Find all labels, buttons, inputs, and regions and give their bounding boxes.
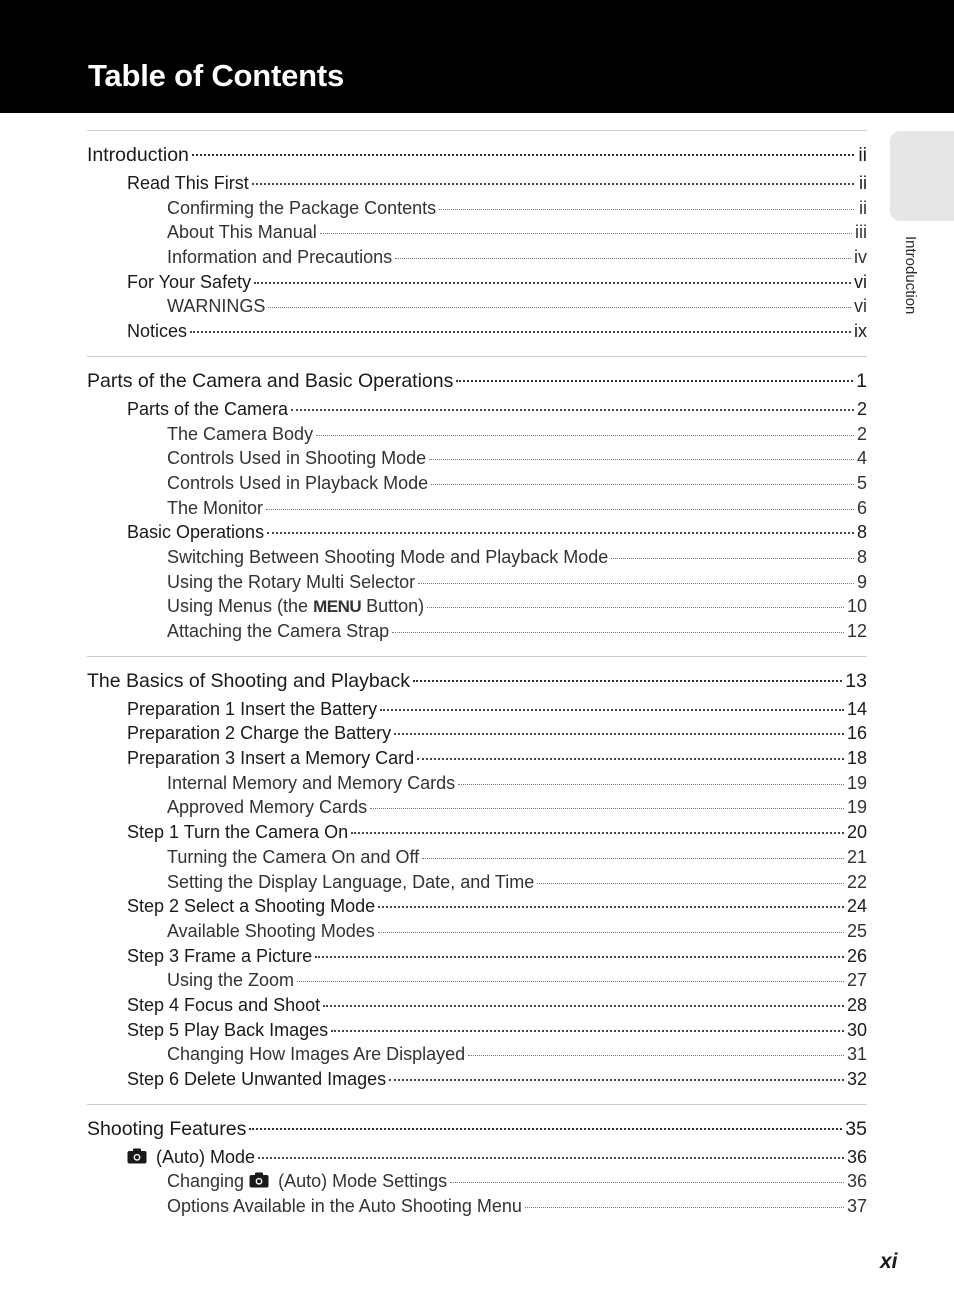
entry-title: For Your Safety — [127, 271, 252, 292]
dot-leader — [537, 883, 844, 884]
entry-page-number: 31 — [846, 1044, 867, 1065]
toc-subsection-entry[interactable] — [87, 294, 867, 319]
entry-page-number: 16 — [846, 723, 867, 744]
dot-leader — [429, 459, 854, 460]
page-title: Table of Contents — [88, 58, 345, 93]
entry-page-number: 18 — [846, 748, 867, 769]
toc-section-entry[interactable] — [87, 993, 867, 1018]
dot-leader — [450, 1182, 844, 1183]
dot-leader — [254, 282, 851, 284]
entry-page-number: 2 — [856, 423, 867, 444]
toc-section-entry[interactable] — [87, 171, 867, 196]
toc-subsection-entry[interactable] — [87, 1169, 867, 1194]
entry-title: Controls Used in Playback Mode — [167, 472, 429, 493]
entry-title — [167, 594, 424, 620]
entry-title: Available Shooting Modes — [167, 920, 375, 941]
toc-subsection-entry[interactable] — [87, 619, 867, 644]
dot-leader — [525, 1207, 844, 1208]
toc-subsection-entry[interactable] — [87, 845, 867, 870]
chapter-page-number: 13 — [845, 669, 867, 692]
toc-subsection-entry[interactable] — [87, 422, 867, 447]
entry-page-number: 9 — [856, 571, 867, 592]
toc-subsection-entry[interactable] — [87, 1194, 867, 1219]
dot-leader — [266, 509, 854, 510]
entry-page-number: 24 — [846, 896, 867, 917]
chapter-title: The Basics of Shooting and Playback — [87, 669, 411, 692]
entry-page-number: 4 — [856, 448, 867, 469]
entry-title: Controls Used in Shooting Mode — [167, 448, 427, 469]
entry-page-number: 26 — [846, 945, 867, 966]
dot-leader — [378, 932, 844, 933]
entry-title: Step 5 Play Back Images — [127, 1019, 329, 1040]
entry-page-number: 12 — [846, 621, 867, 641]
toc-subsection-entry[interactable] — [87, 919, 867, 944]
entry-page-number: iv — [854, 247, 867, 268]
toc-chapter-entry[interactable] — [87, 141, 867, 169]
dot-leader — [320, 233, 852, 234]
entry-title: Step 3 Frame a Picture — [127, 945, 313, 966]
toc-section-entry[interactable] — [87, 1067, 867, 1092]
toc-section-entry[interactable] — [87, 721, 867, 746]
entry-title: Using the Zoom — [167, 970, 295, 991]
camera-icon — [249, 1172, 269, 1188]
entry-title-part: (Auto) Mode — [151, 1146, 256, 1167]
dot-leader — [431, 484, 854, 485]
dot-leader — [252, 183, 854, 185]
dot-leader — [192, 154, 854, 156]
entry-page-number: 25 — [846, 920, 867, 941]
entry-page-number: 36 — [846, 1146, 867, 1167]
entry-page-number: 8 — [856, 522, 867, 543]
dot-leader — [395, 258, 851, 259]
header-bar — [0, 0, 954, 113]
entry-title: Read This First — [127, 173, 249, 193]
entry-title: Attaching the Camera Strap — [167, 621, 390, 641]
dot-leader — [418, 583, 854, 584]
dot-leader — [268, 307, 851, 308]
dot-leader — [468, 1055, 844, 1056]
dot-leader — [315, 956, 844, 958]
toc-subsection-entry[interactable] — [87, 1042, 867, 1067]
toc-chapter-entry[interactable] — [87, 1115, 867, 1143]
dot-leader — [316, 435, 854, 436]
toc-subsection-entry[interactable] — [87, 245, 867, 270]
camera-icon — [127, 1148, 147, 1164]
page-number: xi — [880, 1250, 898, 1273]
entry-title: Basic Operations — [127, 522, 265, 543]
toc-subsection-entry[interactable] — [87, 196, 867, 221]
chapter-title: Introduction — [87, 144, 189, 166]
toc-subsection-entry[interactable] — [87, 471, 867, 496]
entry-title: Options Available in the Auto Shooting Menu — [167, 1196, 522, 1217]
entry-title: Preparation 3 Insert a Memory Card — [127, 748, 415, 769]
toc-subsection-entry[interactable] — [87, 446, 867, 471]
entry-title: WARNINGS — [167, 296, 266, 317]
dot-leader — [389, 1079, 844, 1081]
entry-title: Confirming the Package Contents — [167, 197, 437, 218]
toc-section-entry[interactable] — [87, 520, 867, 545]
entry-page-number: 32 — [846, 1069, 867, 1089]
dot-leader — [392, 632, 844, 633]
toc-subsection-entry[interactable] — [87, 795, 867, 820]
entry-page-number: 19 — [846, 797, 867, 818]
entry-title: Setting the Display Language, Date, and Time — [167, 871, 535, 892]
toc-section-entry[interactable] — [87, 1018, 867, 1043]
entry-page-number: 30 — [846, 1019, 867, 1040]
toc-section-entry[interactable] — [87, 894, 867, 919]
toc-section-entry[interactable] — [87, 944, 867, 969]
entry-page-number: 10 — [846, 596, 867, 617]
entry-title-part: Using Menus (the — [167, 596, 314, 617]
toc-subsection-entry[interactable] — [87, 968, 867, 993]
entry-title: Step 1 Turn the Camera On — [127, 822, 349, 843]
entry-title: Switching Between Shooting Mode and Playback Mode — [167, 546, 609, 567]
toc-section-entry[interactable] — [87, 697, 867, 722]
entry-title-part: Changing — [167, 1171, 250, 1192]
chapter-title: Parts of the Camera and Basic Operations — [87, 369, 454, 392]
entry-page-number: 19 — [846, 772, 867, 793]
entry-page-number: 21 — [846, 846, 867, 867]
dot-leader — [297, 981, 844, 982]
entry-page-number: 28 — [846, 994, 867, 1015]
chapter-title: Shooting Features — [87, 1117, 247, 1140]
toc-subsection-entry[interactable] — [87, 496, 867, 521]
entry-page-number: iii — [855, 222, 867, 243]
entry-page-number: 2 — [856, 398, 867, 419]
toc-section-entry[interactable] — [87, 319, 867, 344]
entry-page-number: 22 — [846, 871, 867, 892]
toc-subsection-entry[interactable] — [87, 771, 867, 796]
toc-subsection-entry[interactable] — [87, 220, 867, 245]
dot-leader — [267, 532, 854, 534]
toc-section-entry[interactable] — [87, 746, 867, 771]
dot-leader — [351, 832, 844, 834]
entry-title: Changing How Images Are Displayed — [167, 1044, 466, 1065]
table-of-contents — [87, 130, 867, 1231]
dot-leader — [422, 858, 844, 859]
dot-leader — [413, 680, 842, 682]
entry-title: Preparation 1 Insert the Battery — [127, 698, 378, 719]
chapter-page-number: 35 — [845, 1117, 867, 1140]
dot-leader — [378, 906, 844, 908]
dot-leader — [380, 709, 844, 711]
entry-page-number: ii — [859, 173, 867, 193]
entry-page-number: 8 — [856, 546, 867, 567]
toc-section — [87, 130, 867, 356]
toc-section — [87, 1104, 867, 1231]
chapter-page-number: 1 — [856, 369, 867, 392]
dot-leader — [190, 331, 851, 333]
toc-chapter-entry[interactable] — [87, 367, 867, 395]
entry-page-number: ix — [854, 321, 867, 342]
toc-section-entry[interactable] — [87, 820, 867, 845]
dot-leader — [439, 209, 854, 210]
toc-chapter-entry[interactable] — [87, 667, 867, 695]
toc-section — [87, 656, 867, 1104]
dot-leader — [370, 808, 844, 809]
entry-page-number: vi — [854, 271, 867, 292]
entry-title: Using the Rotary Multi Selector — [167, 571, 416, 592]
toc-section-entry[interactable] — [87, 1145, 867, 1170]
entry-page-number: 36 — [846, 1171, 867, 1192]
entry-title — [167, 1169, 447, 1194]
entry-page-number: ii — [859, 197, 867, 218]
entry-title-part: (Auto) Mode Settings — [273, 1171, 448, 1192]
entry-page-number: 6 — [856, 497, 867, 518]
entry-page-number: 27 — [846, 970, 867, 991]
toc-subsection-entry[interactable] — [87, 545, 867, 570]
entry-title: Notices — [127, 321, 188, 342]
entry-title: Preparation 2 Charge the Battery — [127, 723, 392, 744]
entry-page-number: 5 — [856, 472, 867, 493]
entry-title: Turning the Camera On and Off — [167, 846, 420, 867]
section-tab[interactable] — [890, 131, 954, 221]
section-tab-label: Introduction — [902, 236, 919, 315]
dot-leader — [249, 1128, 842, 1130]
entry-page-number: 14 — [846, 698, 867, 719]
dot-leader — [611, 558, 854, 559]
entry-page-number: 20 — [846, 822, 867, 843]
entry-page-number: vi — [854, 296, 867, 317]
toc-subsection-entry[interactable] — [87, 570, 867, 595]
entry-title: The Camera Body — [167, 423, 314, 444]
entry-title: Step 6 Delete Unwanted Images — [127, 1069, 387, 1089]
toc-section — [87, 356, 867, 656]
dot-leader — [258, 1157, 844, 1159]
dot-leader — [417, 758, 844, 760]
toc-subsection-entry[interactable] — [87, 594, 867, 619]
entry-title-part: Button) — [361, 596, 425, 617]
entry-title: Parts of the Camera — [127, 398, 289, 419]
entry-title: The Monitor — [167, 497, 264, 518]
dot-leader — [291, 409, 854, 411]
entry-title: Information and Precautions — [167, 247, 393, 268]
toc-section-entry[interactable] — [87, 397, 867, 422]
toc-subsection-entry[interactable] — [87, 870, 867, 895]
entry-title: Approved Memory Cards — [167, 797, 368, 818]
dot-leader — [331, 1030, 844, 1032]
toc-section-entry[interactable] — [87, 270, 867, 295]
dot-leader — [458, 784, 844, 785]
entry-title: Step 2 Select a Shooting Mode — [127, 896, 376, 917]
entry-page-number: 37 — [846, 1196, 867, 1217]
dot-leader — [456, 380, 853, 382]
dot-leader — [394, 733, 844, 735]
menu-button-icon: MENU — [313, 597, 362, 617]
dot-leader — [323, 1005, 844, 1007]
entry-title — [127, 1145, 255, 1170]
entry-title: Step 4 Focus and Shoot — [127, 994, 321, 1015]
chapter-page-number: ii — [858, 144, 867, 166]
entry-title: About This Manual — [167, 222, 317, 243]
dot-leader — [427, 607, 844, 608]
entry-title: Internal Memory and Memory Cards — [167, 772, 456, 793]
